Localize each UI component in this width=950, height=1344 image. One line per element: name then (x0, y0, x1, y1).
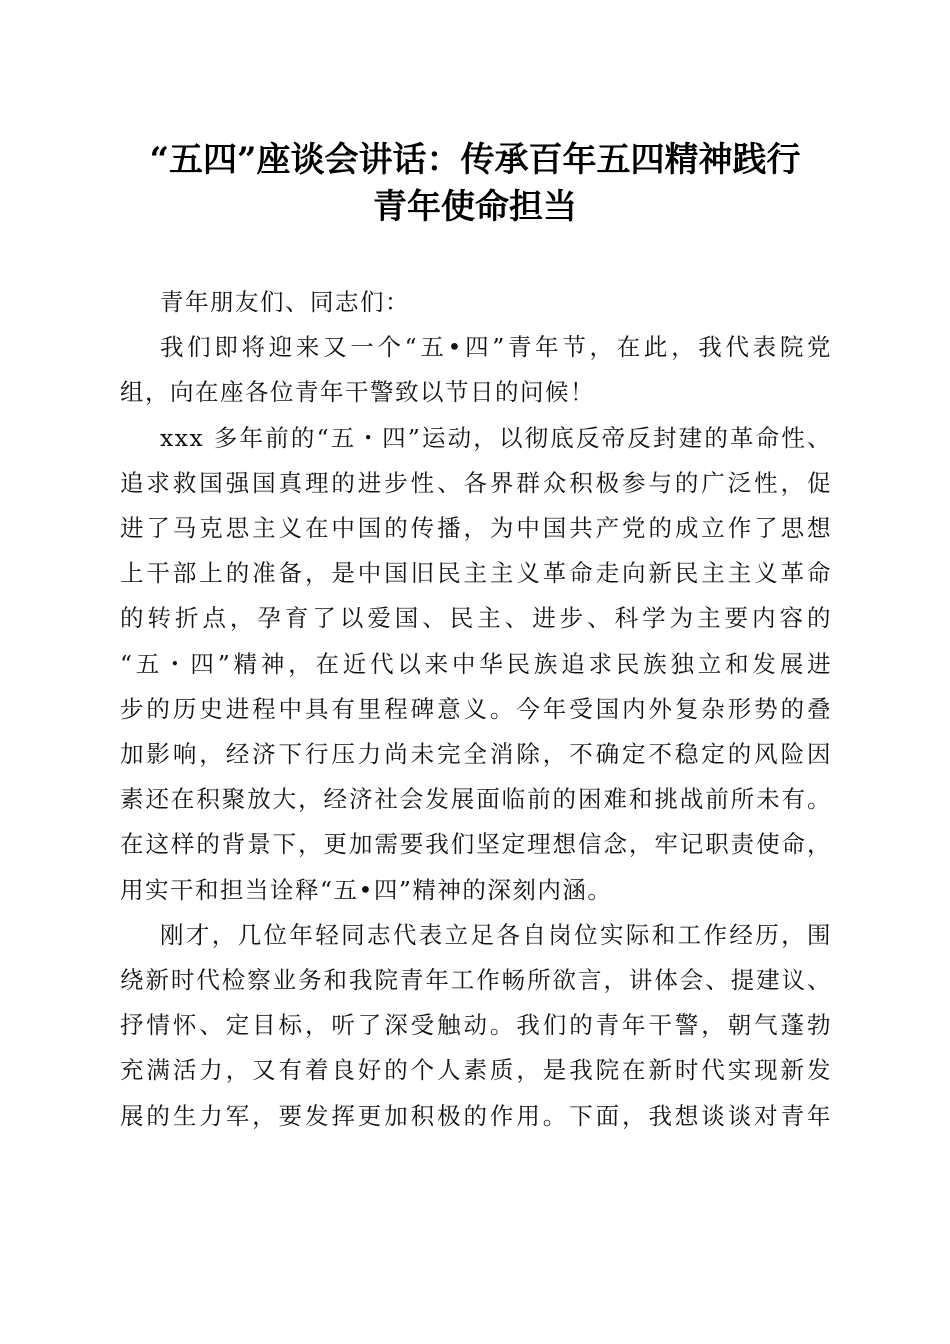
paragraph-line: 追求救国强国真理的进步性、各界群众积极参与的广泛性，促 (120, 468, 832, 497)
paragraph-line: 进了马克思主义在中国的传播，为中国共产党的成立作了思想 (120, 514, 832, 543)
paragraph-line: 抒情怀、定目标，听了深受触动。我们的青年干警，朝气蓬勃 (120, 1011, 832, 1040)
paragraph-line: xxx 多年前的“五・四”运动，以彻底反帝反封建的革命性、 (160, 423, 832, 452)
title-line-2: 青年使命担当 (373, 187, 577, 227)
paragraph-line: 青年朋友们、同志们： (160, 288, 410, 316)
paragraph-line: 展的生力军，要发挥更加积极的作用。下面，我想谈谈对青年 (120, 1101, 832, 1130)
paragraph-line: 我们即将迎来又一个“五•四”青年节，在此，我代表院党 (160, 333, 832, 362)
paragraph-greeting (120, 325, 832, 415)
paragraph-line: 绕新时代检察业务和我院青年工作畅所欲言，讲体会、提建议、 (120, 966, 832, 995)
paragraph-line: 素还在积聚放大，经济社会发展面临前的困难和挑战前所未有。 (120, 785, 832, 814)
document-body (120, 280, 832, 1139)
paragraph-line: “五・四”精神，在近代以来中华民族追求民族独立和发展进 (120, 649, 832, 678)
title-line-1: “五四”座谈会讲话：传承百年五四精神践行 (149, 140, 801, 180)
paragraph-history (120, 416, 832, 913)
paragraph-line: 上干部上的准备，是中国旧民主主义革命走向新民主主义革命 (120, 559, 832, 588)
paragraph-line: 的转折点，孕育了以爱国、民主、进步、科学为主要内容的 (120, 604, 832, 633)
paragraph-line: 组，向在座各位青年干警致以节日的问候！ (120, 378, 595, 407)
paragraph-salutation (120, 280, 832, 325)
paragraph-youth (120, 913, 832, 1139)
paragraph-line: 刚才，几位年轻同志代表立足各自岗位实际和工作经历，围 (160, 920, 832, 949)
paragraph-line: 充满活力，又有着良好的个人素质，是我院在新时代实现新发 (120, 1056, 832, 1085)
paragraph-line: 在这样的背景下，更加需要我们坚定理想信念，牢记职责使命， (120, 830, 832, 859)
paragraph-line: 用实干和担当诠释“五•四”精神的深刻内涵。 (120, 875, 613, 904)
document-title (100, 137, 850, 231)
paragraph-line: 加影响，经济下行压力尚未完全消除，不确定不稳定的风险因 (120, 740, 832, 769)
paragraph-line: 步的历史进程中具有里程碑意义。今年受国内外复杂形势的叠 (120, 694, 832, 723)
